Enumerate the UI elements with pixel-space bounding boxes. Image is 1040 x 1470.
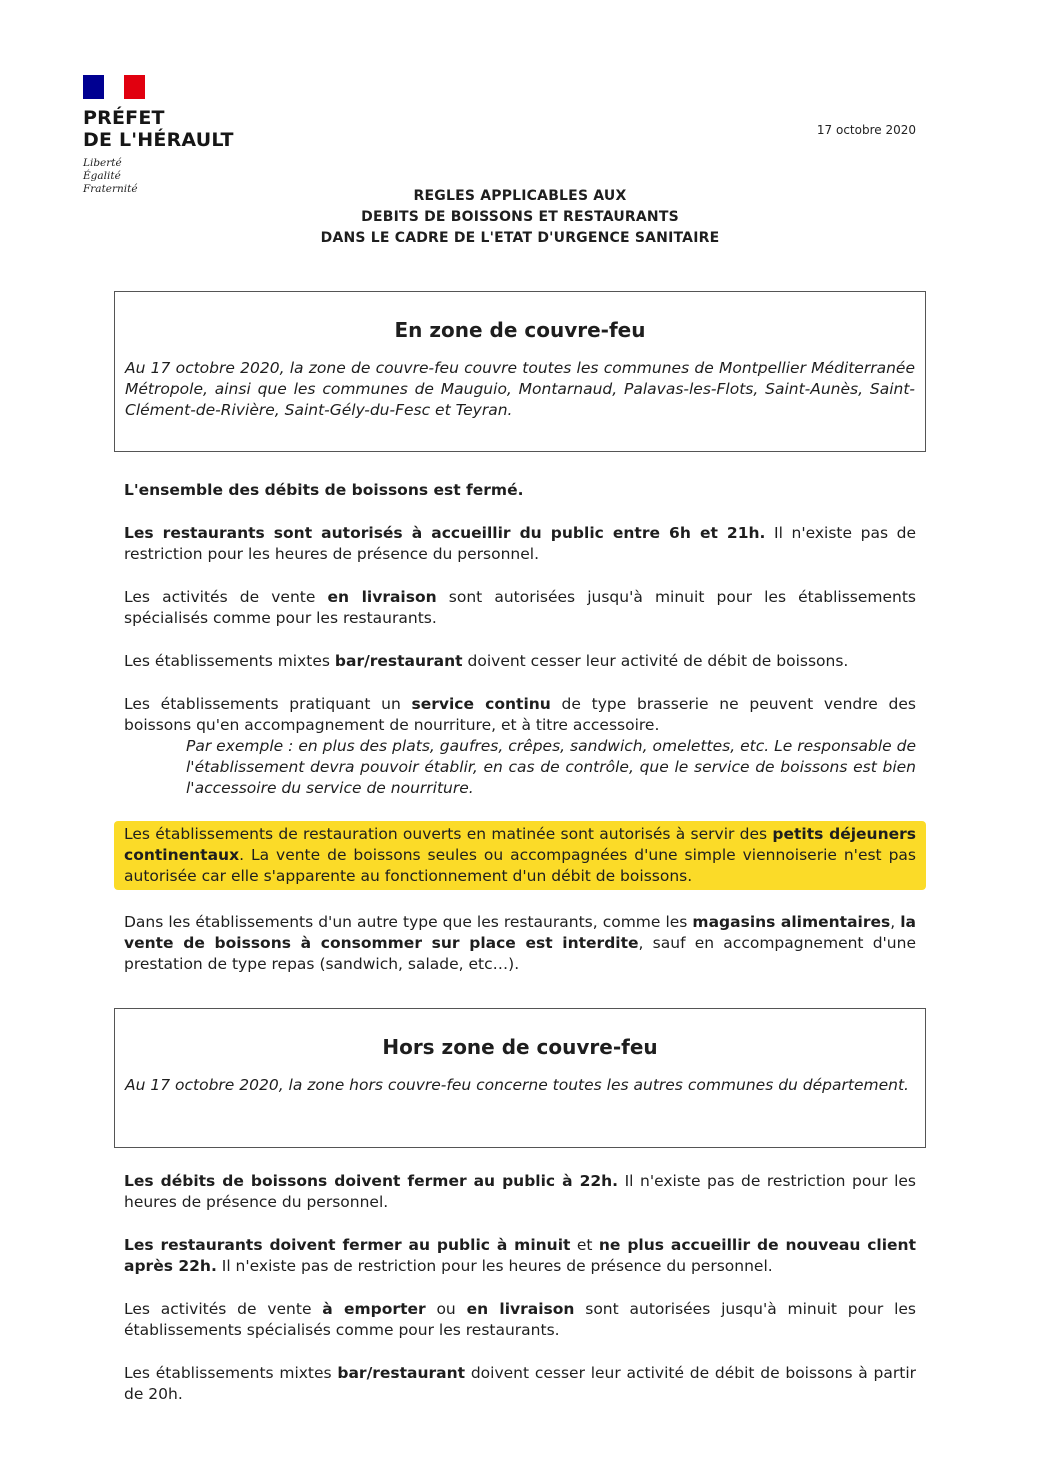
non-curfew-zone-intro: Au 17 octobre 2020, la zone hors couvre-feu concerne toutes les autres communes du département. xyxy=(125,1076,909,1094)
rule-paragraph: Les restaurants doivent fermer au public à minuit et ne plus accueillir de nouveau client après 22h. Il n'existe pas de restriction pour les heures de présence du personnel. xyxy=(124,1236,917,1275)
rule-paragraph: Les établissements mixtes bar/restaurant doivent cesser leur activité de débit de boissons à partir de 20h. xyxy=(124,1364,916,1403)
curfew-zone-box xyxy=(114,291,926,452)
rule-paragraph: Les activités de vente à emporter ou en livraison sont autorisées jusqu'à minuit pour les établissements spécialisés comme pour les restaurants. xyxy=(124,1300,916,1339)
rule-paragraph: Les restaurants sont autorisés à accueillir du public entre 6h et 21h. Il n'existe pas de restriction pour les heures de présence du personnel. xyxy=(124,524,916,563)
curfew-zone-rules xyxy=(124,480,916,997)
non-curfew-zone-heading: Hors zone de couvre-feu xyxy=(382,1035,658,1059)
rule-paragraph: Dans les établissements d'un autre type que les restaurants, comme les magasins alimentaires, la vente de boissons à consommer sur place est interdite, sauf en accompagnement d'une prestation de type repas (sandwich, salade, etc…). xyxy=(124,913,916,973)
rule-paragraph: Les établissements mixtes bar/restaurant doivent cesser leur activité de débit de boissons. xyxy=(124,652,849,670)
prefecture-name: PRÉFET DE L'HÉRAULT xyxy=(83,107,234,151)
rule-paragraph: Les activités de vente en livraison sont autorisées jusqu'à minuit pour les établissements spécialisés comme pour les restaurants. xyxy=(124,588,916,627)
document-date: 17 octobre 2020 xyxy=(816,123,916,137)
french-flag-icon xyxy=(83,75,145,99)
prefecture-logo xyxy=(83,75,283,196)
rule-paragraph: Les débits de boissons doivent fermer au public à 22h. Il n'existe pas de restriction pour les heures de présence du personnel. xyxy=(124,1172,916,1211)
curfew-zone-heading: En zone de couvre-feu xyxy=(394,318,646,342)
non-curfew-zone-box xyxy=(114,1008,926,1148)
republic-motto: Liberté Égalité Fraternité xyxy=(83,157,138,195)
non-curfew-zone-rules xyxy=(124,1171,916,1427)
document-title: REGLES APPLICABLES AUX DEBITS DE BOISSONS ET RESTAURANTS DANS LE CADRE DE L'ETAT D'URGENCE SANITAIRE xyxy=(320,188,720,246)
example-paragraph: Par exemple : en plus des plats, gaufres, crêpes, sandwich, omelettes, etc. Le responsable de l'établissement devra pouvoir établir, en cas de contrôle, que le service de boissons est bien l'accessoire du service de nourriture. xyxy=(186,737,916,797)
highlighted-paragraph: Les établissements de restauration ouverts en matinée sont autorisés à servir des petits déjeuners continentaux. La vente de boissons seules ou accompagnées d'une simple viennoiserie n'est pas autorisée car elle s'apparente au fonctionnement d'un débit de boissons. xyxy=(114,821,926,890)
rule-paragraph: Les établissements pratiquant un service continu de type brasserie ne peuvent vendre des boissons qu'en accompagnement de nourriture, et à titre accessoire. xyxy=(124,695,916,734)
rule-paragraph: L'ensemble des débits de boissons est fermé. xyxy=(124,481,524,499)
curfew-zone-intro: Au 17 octobre 2020, la zone de couvre-feu couvre toutes les communes de Montpellier Méditerranée Métropole, ainsi que les communes de Mauguio, Montarnaud, Palavas-les-Flots, Saint-Aunès, Saint-Clément-de-Rivière, Saint-Gély-du-Fesc et Teyran. xyxy=(125,359,915,419)
